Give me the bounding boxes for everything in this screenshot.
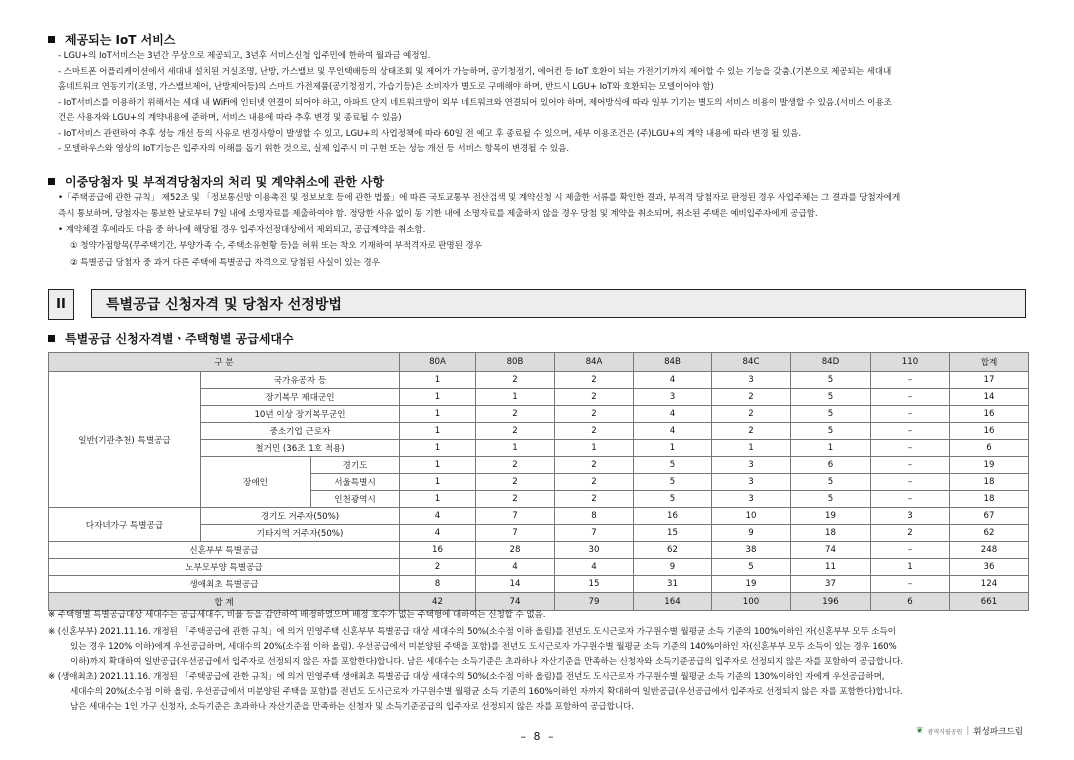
table-cell: 1: [400, 457, 476, 474]
table-cell: 2: [712, 406, 791, 423]
table-cell: 62: [634, 542, 712, 559]
table-cell: 1: [712, 440, 791, 457]
table-row: [49, 508, 1029, 525]
table-cell: 1: [400, 474, 476, 491]
table-row: [49, 372, 1029, 389]
table-cell: –: [871, 406, 950, 423]
table-total-row: [49, 593, 1029, 611]
row-label: 인천광역시: [311, 491, 400, 508]
table-cell: 5: [791, 372, 871, 389]
ineligible-line: 즉시 통보하며, 당첨자는 통보한 날로부터 7일 내에 소명자료를 제출하여야 함. 정당한 사유 없이 동 기한 내에 소명자료를 제출하지 않을 경우 당첨 및 계약을 취소되며, 취소된 주택은 예비입주자에게 공급함.: [58, 209, 818, 219]
table-cell: 11: [791, 559, 871, 576]
table-cell: 1: [555, 440, 634, 457]
table-cell: 2: [476, 457, 555, 474]
table-row: [49, 576, 1029, 593]
table-cell: 3: [712, 491, 791, 508]
column-header: 구 분: [49, 353, 400, 372]
table-cell: 62: [950, 525, 1029, 542]
table-cell: 8: [400, 576, 476, 593]
table-cell: 15: [555, 576, 634, 593]
table-cell: 5: [791, 423, 871, 440]
table-cell: 6: [950, 440, 1029, 457]
table-cell: 16: [950, 423, 1029, 440]
table-cell: 9: [634, 559, 712, 576]
table-cell: 8: [555, 508, 634, 525]
row-label: 10년 이상 장기복무군인: [201, 406, 400, 423]
table-cell: 19: [791, 508, 871, 525]
note-line: 남은 세대수는 1인 가구 신청자, 소득기준은 초과하나 자산기준을 만족하는 신청자 및 소득기준공급의 입주자로 선정되지 않은 자를 포함하여 공급합니다.: [70, 702, 634, 712]
table-cell: –: [871, 542, 950, 559]
table-cell: 124: [950, 576, 1029, 593]
table-header-row: [49, 353, 1029, 372]
chapter-number: II: [48, 289, 74, 320]
square-bullet-icon: [48, 178, 55, 185]
row-label: 경기도: [311, 457, 400, 474]
table-cell: 16: [400, 542, 476, 559]
table-cell: 28: [476, 542, 555, 559]
table-cell: 4: [400, 525, 476, 542]
page-number: – 8 –: [520, 730, 556, 743]
table-cell: 1: [400, 440, 476, 457]
total-cell: 164: [634, 593, 712, 611]
chapter-header: [48, 289, 1028, 320]
subgroup-label: 장애인: [201, 457, 311, 508]
iot-line: - 모델하우스와 영상의 IoT기능은 입주자의 이해를 돕기 위한 것으로, 실제 입주시 미 구현 또는 성능 개선 등 서비스 항목이 변경될 수 있음.: [58, 144, 569, 154]
table-cell: 5: [712, 559, 791, 576]
table-cell: –: [871, 576, 950, 593]
row-label: 철거민 (36조 1호 적용): [201, 440, 400, 457]
table-cell: 16: [950, 406, 1029, 423]
table-cell: 5: [634, 491, 712, 508]
table-cell: 30: [555, 542, 634, 559]
table-cell: 5: [634, 457, 712, 474]
table-cell: 14: [950, 389, 1029, 406]
table-cell: 1: [400, 423, 476, 440]
table-cell: 1: [400, 372, 476, 389]
table-cell: –: [871, 423, 950, 440]
iot-line: - LGU+의 IoT서비스는 3년간 무상으로 제공되고, 3년후 서비스신청 입주민에 한하여 월과금 예정임.: [58, 51, 431, 61]
table-cell: 7: [555, 525, 634, 542]
total-cell: 42: [400, 593, 476, 611]
column-header: 80B: [476, 353, 555, 372]
table-cell: 16: [634, 508, 712, 525]
table-cell: 38: [712, 542, 791, 559]
row-label: 생애최초 특별공급: [49, 576, 400, 593]
note-line: 이하)까지 확대하여 일반공급(우선공급에서 입주자로 선정되지 않은 자를 포함한다)합니다. 남은 세대수는 소득기준은 초과하나 자산기준을 만족하는 신청자와 소득기준공급의 입주자로 선정되지 않은 자를 포함하여 공급합니다.: [70, 657, 904, 667]
ineligible-line: • 계약체결 후에라도 다음 중 하나에 해당될 경우 입주자선정대상에서 제외되고, 공급계약을 취소함.: [58, 225, 426, 235]
table-cell: 6: [791, 457, 871, 474]
group-label: 다자녀가구 특별공급: [49, 508, 201, 542]
table-cell: 2: [476, 372, 555, 389]
section-heading-iot: 제공되는 IoT 서비스: [48, 31, 175, 48]
table-cell: 2: [555, 389, 634, 406]
table-cell: 5: [791, 389, 871, 406]
table-row: [49, 542, 1029, 559]
table-cell: 1: [400, 406, 476, 423]
row-label: 서울특별시: [311, 474, 400, 491]
note-line: 있는 경우 120% 이하)에게 우선공급하며, 세대수의 20%(소수점 이하 올림). 우선공급에서 미분양된 주택을 포함)를 전년도 도시근로자 가구원수별 월평균 소득 기준의 140%이하인 자(신혼부부 모두 소득이 있는 경우 160%: [70, 642, 897, 652]
table-cell: 17: [950, 372, 1029, 389]
iot-line: 홈네트워크 연동기기(조명, 가스밸브제어, 난방제어등)의 스마트 가전제품(공기청정기, 가습기등)은 소비자가 별도로 구매해야 하며, 반드시 LGU+ IoT와 호환되는 모델이어야 함): [58, 82, 714, 92]
table-cell: 18: [791, 525, 871, 542]
table-cell: 37: [791, 576, 871, 593]
table-cell: –: [871, 474, 950, 491]
table-cell: 4: [634, 423, 712, 440]
column-header: 80A: [400, 353, 476, 372]
table-cell: 2: [476, 491, 555, 508]
table-cell: 3: [712, 372, 791, 389]
logo-name: 휘성파크드림: [973, 727, 1024, 737]
row-label: 중소기업 근로자: [201, 423, 400, 440]
table-cell: 3: [634, 389, 712, 406]
row-label: 신혼부부 특별공급: [49, 542, 400, 559]
table-cell: 2: [400, 559, 476, 576]
table-cell: 31: [634, 576, 712, 593]
table-cell: 2: [555, 423, 634, 440]
table-cell: 2: [555, 372, 634, 389]
iot-line: 건은 사용자와 LGU+의 계약내용에 준하며, 서비스 내용에 따라 추후 변경 및 종료될 수 있음): [58, 113, 402, 123]
table-cell: –: [871, 491, 950, 508]
table-cell: 2: [871, 525, 950, 542]
ineligible-line: ① 청약가점항목(무주택기간, 부양가족 수, 주택소유현황 등)을 허위 또는 착오 기재하여 부적격자로 판명된 경우: [70, 241, 482, 251]
table-cell: 2: [476, 406, 555, 423]
table-cell: 3: [871, 508, 950, 525]
note-line: 세대수의 20%(소수점 이하 올림. 우선공급에서 미분양된 주택을 포함)를 전년도 도시근로자 가구원수별 월평균 소득 기준의 160%이하인 자까지 확대하여 일반공급(우선공급에서 입주자로 선정되지 않은 자를 포함한다)합니다.: [70, 687, 903, 697]
iot-line: - IoT서비스 관련하여 추후 성능 개선 등의 사유로 변경사항이 발생할 수 있고, LGU+의 사업정책에 따라 60일 전 예고 후 종료될 수 있으며, 세부 이용조건은 (주)LGU+의 계약 내용에 따라 변경 될 있음.: [58, 129, 802, 139]
iot-line: - IoT서비스를 이용하기 위해서는 세대 내 WiFi에 인터넷 연결이 되어야 하고, 아파트 단지 네트워크망이 외부 네트워크와 연결되어 있어야 하며, 제어방식에 따라 일부 기기는 별도의 서비스 비용이 발생할 수 있음.(서비스 이용조: [58, 98, 892, 108]
logo-divider: |: [966, 726, 970, 736]
table-cell: 19: [712, 576, 791, 593]
table-cell: 3: [712, 457, 791, 474]
table-cell: 1: [476, 389, 555, 406]
table-cell: 67: [950, 508, 1029, 525]
table-cell: 1: [791, 440, 871, 457]
table-cell: 4: [634, 372, 712, 389]
chapter-title: 특별공급 신청자격 및 당첨자 선정방법: [91, 289, 1026, 318]
group-label: 일반(기관추천) 특별공급: [49, 372, 201, 508]
table-cell: 1: [476, 440, 555, 457]
table-cell: 5: [791, 406, 871, 423]
table-cell: 4: [555, 559, 634, 576]
logo-subtitle: 광역식필공원: [927, 728, 963, 736]
column-header: 84D: [791, 353, 871, 372]
table-cell: 1: [400, 389, 476, 406]
table-cell: 19: [950, 457, 1029, 474]
brand-logo: [916, 725, 1023, 737]
table-cell: 2: [476, 423, 555, 440]
table-cell: 10: [712, 508, 791, 525]
ineligible-line: •「주택공급에 관한 규칙」 제52조 및 「정보통신망 이용촉진 및 정보보호 등에 관한 법률」에 따른 국토교통부 전산검색 및 계약신청 시 제출한 서류를 확인한 결과, 부적격 당첨자로 판정된 경우 사업주체는 그 결과를 당첨자에게: [58, 193, 901, 203]
table-cell: 5: [791, 491, 871, 508]
table-cell: –: [871, 389, 950, 406]
table-cell: 1: [400, 491, 476, 508]
note-line: ※ (신혼부부) 2021.11.16. 개정된 「주택공급에 관한 규칙」에 의거 민영주택 신혼부부 특별공급 대상 세대수의 50%(소수점 이하 올림)를 전년도 도시근로자 가구원수별 월평균 소득 기준의 100%이하인 자(신혼부부 모두 소득이: [48, 627, 896, 637]
square-bullet-icon: [48, 335, 55, 342]
total-cell: 6: [871, 593, 950, 611]
table-cell: 4: [400, 508, 476, 525]
total-cell: 100: [712, 593, 791, 611]
column-header: 84B: [634, 353, 712, 372]
column-header: 합계: [950, 353, 1029, 372]
total-cell: 74: [476, 593, 555, 611]
table-cell: 18: [950, 491, 1029, 508]
table-cell: 2: [712, 389, 791, 406]
table-cell: 248: [950, 542, 1029, 559]
table-cell: 2: [712, 423, 791, 440]
table-cell: 2: [555, 457, 634, 474]
table-cell: 18: [950, 474, 1029, 491]
table-cell: 1: [871, 559, 950, 576]
row-label: 국가유공자 등: [201, 372, 400, 389]
row-label: 경기도 거주자(50%): [201, 508, 400, 525]
table-cell: 15: [634, 525, 712, 542]
table-cell: 1: [634, 440, 712, 457]
table-cell: 2: [555, 474, 634, 491]
ineligible-line: ② 특별공급 당첨자 중 과거 다른 주택에 특별공급 자격으로 당첨된 사실이 있는 경우: [70, 258, 380, 268]
table-cell: 5: [634, 474, 712, 491]
section-heading-table: 특별공급 신청자격별ㆍ주택형별 공급세대수: [48, 330, 294, 347]
row-label: 기타지역 거주자(50%): [201, 525, 400, 542]
table-row: [49, 559, 1029, 576]
table-cell: 7: [476, 525, 555, 542]
column-header: 84C: [712, 353, 791, 372]
total-cell: 79: [555, 593, 634, 611]
iot-line: - 스마트폰 어플리케이션에서 세대내 설치된 거실조명, 난방, 가스밸브 및 무인택배등의 상태조회 및 제어가 가능하며, 공기청정기, 에어컨 등 IoT 호환이 되는 가전기기까지 제어할 수 있는 기능을 갖춤.(기본으로 제공되는 세대내: [58, 67, 892, 77]
note-line: ※ 주택형별 특별공급대상 세대수는 공급세대수, 비율 등을 감안하여 배정하였으며 배정 호수가 없는 주택형에 대하여는 신청할 수 없음.: [48, 610, 546, 620]
note-line: ※ (생애최초) 2021.11.16. 개정된 「주택공급에 관한 규칙」에 의거 민영주택 생애최초 특별공급 대상 세대수의 50%(소수점 이하 올림)를 전년도 도시근로자 가구원수별 월평균 소득 기준의 130%이하인 자에게 우선공급하며,: [48, 672, 885, 682]
table-cell: 74: [791, 542, 871, 559]
total-label: 합 계: [49, 593, 400, 611]
total-cell: 661: [950, 593, 1029, 611]
total-cell: 196: [791, 593, 871, 611]
table-cell: 36: [950, 559, 1029, 576]
table-cell: –: [871, 457, 950, 474]
column-header: 110: [871, 353, 950, 372]
table-cell: 2: [555, 491, 634, 508]
table-cell: 2: [555, 406, 634, 423]
row-label: 장기복무 제대군인: [201, 389, 400, 406]
table-cell: 4: [476, 559, 555, 576]
row-label: 노부모부양 특별공급: [49, 559, 400, 576]
section-heading-ineligible: 이중당첨자 및 부적격당첨자의 처리 및 계약취소에 관한 사항: [48, 173, 384, 190]
allocation-table: [48, 352, 1029, 611]
table-cell: –: [871, 372, 950, 389]
table-cell: 4: [634, 406, 712, 423]
square-bullet-icon: [48, 36, 55, 43]
table-cell: 2: [476, 474, 555, 491]
table-cell: 7: [476, 508, 555, 525]
leaf-icon: ❦: [916, 726, 924, 736]
column-header: 84A: [555, 353, 634, 372]
table-cell: 9: [712, 525, 791, 542]
table-cell: 14: [476, 576, 555, 593]
table-cell: 3: [712, 474, 791, 491]
table-cell: 5: [791, 474, 871, 491]
table-cell: –: [871, 440, 950, 457]
